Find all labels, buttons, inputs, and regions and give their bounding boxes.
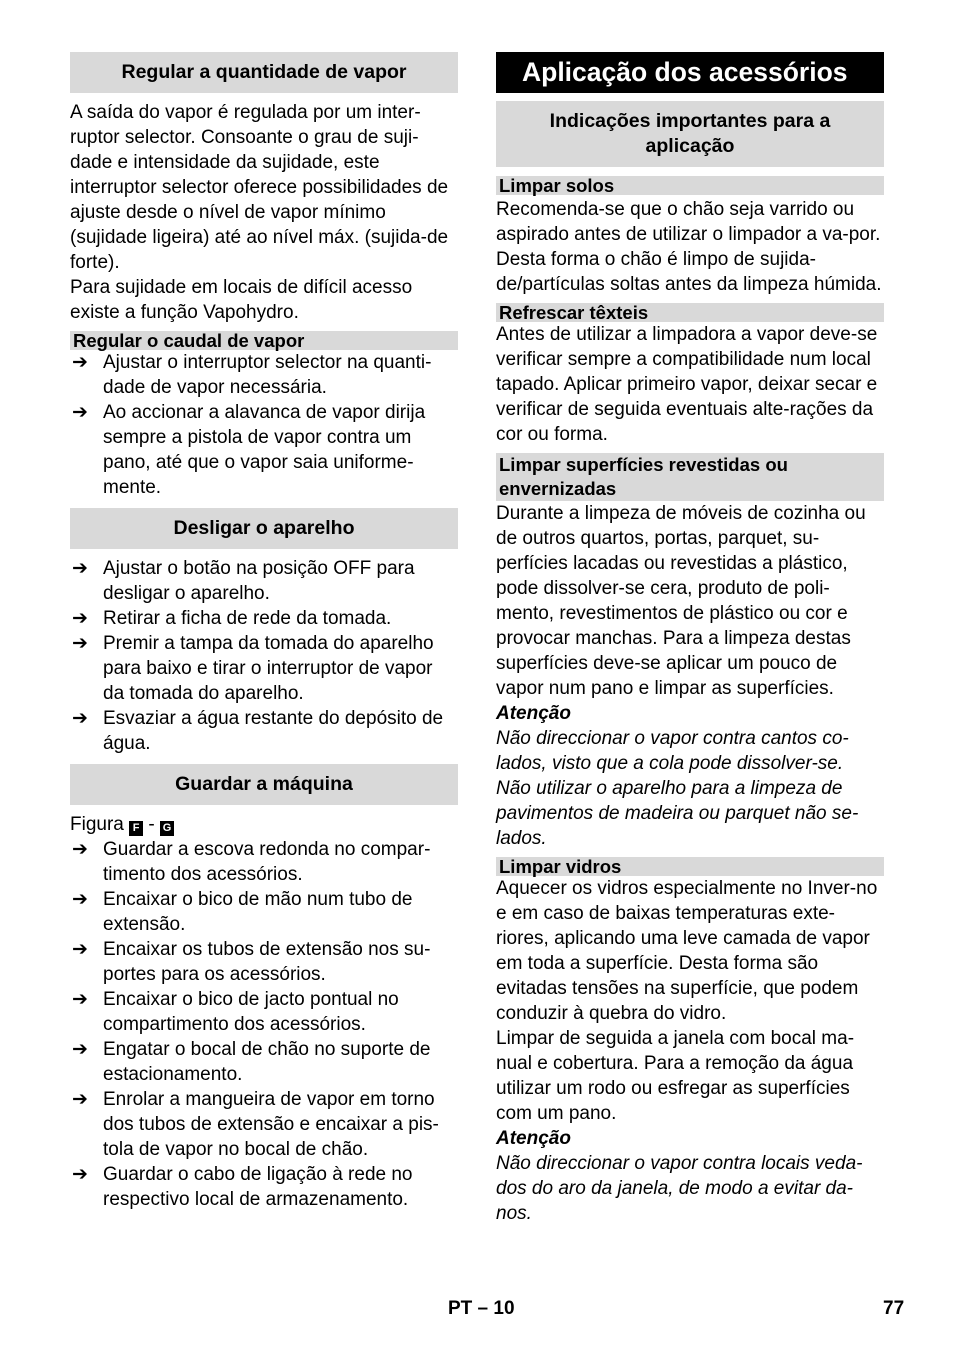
subsection-title-glass: Limpar vidros xyxy=(496,857,884,876)
list-item: ➔ Ajustar o botão na posição OFF para desligar o aparelho. xyxy=(72,558,415,604)
list-item: ➔ Ajustar o interruptor selector na quanti-dade de vapor necessária. xyxy=(72,352,432,398)
warning-glued-edges: Não direccionar o vapor contra cantos co-lados, visto que a cola pode dissolver-se. xyxy=(496,728,849,774)
paragraph-vapohydro: Para sujidade em locais de difícil acesso existe a função Vapohydro. xyxy=(70,277,413,323)
steam-flow-list xyxy=(70,350,458,500)
arrow-icon: ➔ xyxy=(72,989,88,1010)
figure-f-badge: F xyxy=(129,821,143,836)
list-item: ➔ Esvaziar a água restante do depósito de água. xyxy=(72,708,444,754)
paragraph-textiles: Antes de utilizar a limpadora a vapor deve-se verificar sempre a compatibilidade num local tapado. Aplicar primeiro vapor, deixar secar e verificar de seguida eventuais alte-rações da cor ou forma. xyxy=(496,324,878,445)
switch-off-list xyxy=(70,556,458,756)
list-item: ➔ Guardar a escova redonda no compar-timento dos acessórios. xyxy=(72,839,431,885)
list-item: ➔ Engatar o bocal de chão no suporte de estacionamento. xyxy=(72,1039,431,1085)
paragraph-floors: Recomenda-se que o chão seja varrido ou aspirado antes de utilizar o limpador a va-por. Desta forma o chão é limpo de sujida-de/partículas soltas antes da limpeza húmida. xyxy=(496,199,882,295)
subsection-title-textiles: Refrescar têxteis xyxy=(496,303,884,322)
figure-reference: Figura F - G xyxy=(70,812,458,837)
arrow-icon: ➔ xyxy=(72,558,88,579)
arrow-icon: ➔ xyxy=(72,839,88,860)
warning-wood-floors: Não utilizar o aparelho para a limpeza de pavimentos de madeira ou parquet não se-lados. xyxy=(496,778,859,849)
arrow-icon: ➔ xyxy=(72,1089,88,1110)
chapter-title: Aplicação dos acessórios xyxy=(496,52,884,93)
arrow-icon: ➔ xyxy=(72,633,88,654)
arrow-icon: ➔ xyxy=(72,708,88,729)
list-item: ➔ Encaixar os tubos de extensão nos su-portes para os acessórios. xyxy=(72,939,431,985)
paragraph-glass-heat: Aquecer os vidros especialmente no Inver-no e em caso de baixas temperaturas exte-riores, aplicando uma leve camada de vapor em toda a superfície. Desta forma são evitadas tensões na superfície, que podem conduzir à quebra do vidro. xyxy=(496,878,878,1024)
arrow-icon: ➔ xyxy=(72,889,88,910)
attention-label: Atenção xyxy=(496,1128,571,1149)
right-column xyxy=(496,52,884,1226)
list-item: ➔ Enrolar a mangueira de vapor em torno dos tubos de extensão e encaixar a pis-tola de vapor no bocal de chão. xyxy=(72,1089,439,1160)
subsection-title-steam-flow: Regular o caudal de vapor xyxy=(70,331,458,350)
storage-list xyxy=(70,837,458,1212)
arrow-icon: ➔ xyxy=(72,1164,88,1185)
section-title-switch-off: Desligar o aparelho xyxy=(70,508,458,549)
paragraph-steam-intro: A saída do vapor é regulada por um inter-ruptor selector. Consoante o grau de suji-dade e intensidade da sujidade, este interruptor selector oferece possibilidades de ajuste desde o nível de vapor mínimo (sujidade ligeira) até ao nível máx. (sujida-de forte). xyxy=(70,102,449,273)
arrow-icon: ➔ xyxy=(72,402,88,423)
arrow-icon: ➔ xyxy=(72,352,88,373)
page-number: 77 xyxy=(883,1298,905,1319)
list-item: ➔ Encaixar o bico de mão num tubo de extensão. xyxy=(72,889,413,935)
section-title-important-notes: Indicações importantes para a aplicação xyxy=(496,101,884,167)
list-item: ➔ Encaixar o bico de jacto pontual no compartimento dos acessórios. xyxy=(72,989,399,1035)
warning-window-seals: Não direccionar o vapor contra locais veda-dos do aro da janela, de modo a evitar da-nos. xyxy=(496,1153,863,1224)
left-column xyxy=(70,52,458,1212)
paragraph-glass-clean: Limpar de seguida a janela com bocal ma-nual e cobertura. Para a remoção da água utilizar um rodo ou esfregar as superfícies com um pano. xyxy=(496,1028,855,1124)
section-title-steam-quantity: Regular a quantidade de vapor xyxy=(70,52,458,93)
arrow-icon: ➔ xyxy=(72,1039,88,1060)
arrow-icon: ➔ xyxy=(72,608,88,629)
subsection-title-coated-surfaces: Limpar superfícies revestidas ou envernizadas xyxy=(496,453,884,501)
list-item: ➔ Ao accionar a alavanca de vapor dirija sempre a pistola de vapor contra um pano, até que o vapor saia uniforme-mente. xyxy=(72,402,426,498)
list-item: ➔ Retirar a ficha de rede da tomada. xyxy=(72,608,392,629)
page-label: PT – 10 xyxy=(448,1298,515,1319)
attention-label: Atenção xyxy=(496,703,571,724)
list-item: ➔ Premir a tampa da tomada do aparelho para baixo e tirar o interruptor de vapor da tomada do aparelho. xyxy=(72,633,434,704)
list-item: ➔ Guardar o cabo de ligação à rede no respectivo local de armazenamento. xyxy=(72,1164,413,1210)
figure-g-badge: G xyxy=(160,821,174,836)
section-title-storage: Guardar a máquina xyxy=(70,764,458,805)
paragraph-coated-surfaces: Durante a limpeza de móveis de cozinha ou de outros quartos, portas, parquet, su-perfícies lacadas ou revestidas a plástico, pode dissolver-se cera, produto de poli-mento, revestimentos de plástico ou cor e provocar manchas. Para a limpeza destas superfícies deve-se aplicar um pouco de vapor num pano e limpar as superfícies. xyxy=(496,503,866,699)
arrow-icon: ➔ xyxy=(72,939,88,960)
subsection-title-floors: Limpar solos xyxy=(496,176,884,195)
